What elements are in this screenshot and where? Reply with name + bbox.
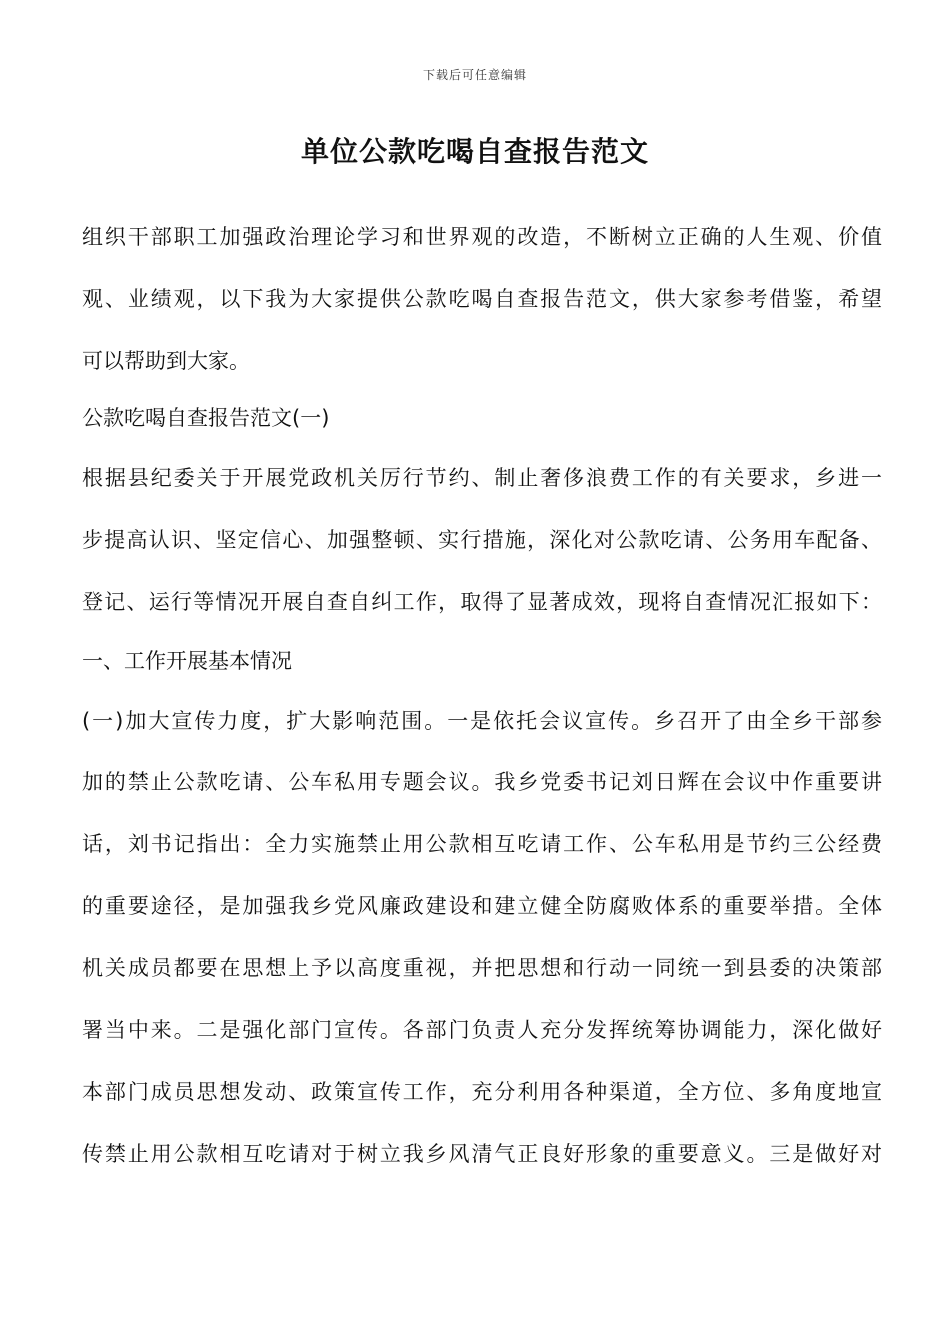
body-line: 本部门成员思想发动、政策宣传工作，充分利用各种渠道，全方位、多角度地宣	[82, 1080, 882, 1104]
body-line: (一)加大宣传力度，扩大影响范围。一是依托会议宣传。乡召开了由全乡干部参	[82, 709, 882, 733]
body-line: 的重要途径，是加强我乡党风廉政建设和建立健全防腐败体系的重要举措。全体	[82, 894, 882, 918]
section-heading: 一、工作开展基本情况	[82, 649, 292, 673]
body-line: 署当中来。二是强化部门宣传。各部门负责人充分发挥统筹协调能力，深化做好	[82, 1018, 882, 1042]
body-line: 根据县纪委关于开展党政机关厉行节约、制止奢侈浪费工作的有关要求，乡进一	[82, 466, 882, 490]
body-line: 观、业绩观，以下我为大家提供公款吃喝自查报告范文，供大家参考借鉴，希望	[82, 287, 882, 311]
body-line: 话，刘书记指出：全力实施禁止用公款相互吃请工作、公车私用是节约三公经费	[82, 832, 882, 856]
body-line: 机关成员都要在思想上予以高度重视，并把思想和行动一同统一到县委的决策部	[82, 956, 882, 980]
body-line: 组织干部职工加强政治理论学习和世界观的改造，不断树立正确的人生观、价值	[82, 225, 882, 249]
body-line: 登记、运行等情况开展自查自纠工作，取得了显著成效，现将自查情况汇报如下：	[82, 590, 882, 614]
body-line: 加的禁止公款吃请、公车私用专题会议。我乡党委书记刘日辉在会议中作重要讲	[82, 770, 882, 794]
body-line: 可以帮助到大家。	[82, 349, 250, 373]
document-title: 单位公款吃喝自查报告范文	[300, 135, 649, 168]
body-line: 步提高认识、坚定信心、加强整顿、实行措施，深化对公款吃请、公务用车配备、	[82, 528, 882, 552]
body-line: 传禁止用公款相互吃请对于树立我乡风清气正良好形象的重要意义。三是做好对	[82, 1142, 882, 1166]
header-note: 下载后可任意编辑	[422, 68, 527, 82]
section-heading: 公款吃喝自查报告范文(一)	[82, 406, 330, 430]
